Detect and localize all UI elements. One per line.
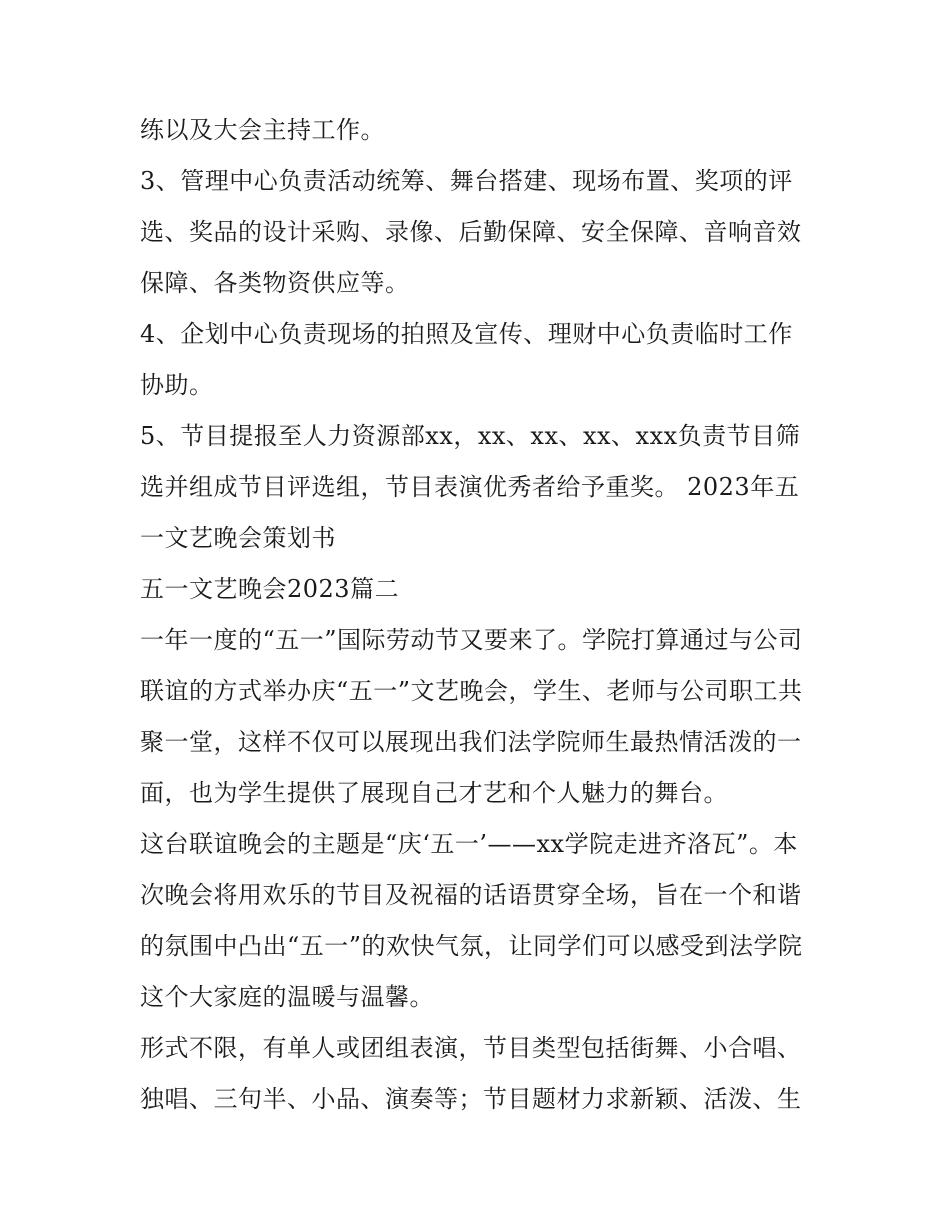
text-line: 面，也为学生提供了展现自己才艺和个人魅力的舞台。	[140, 779, 728, 807]
text-line: 4、企划中心负责现场的拍照及宣传、理财中心负责临时工作	[140, 320, 793, 348]
text-line: 5、节目提报至人力资源部xx，xx、xx、xx、xxx负责节目筛	[140, 422, 801, 450]
text-line: 这个大家庭的温暖与温馨。	[140, 983, 434, 1011]
text-line: 一文艺晚会策划书	[140, 524, 336, 552]
text-line: 这台联谊晚会的主题是“庆‘五一’——xx学院走进齐洛瓦”。本	[140, 830, 798, 858]
text-line: 3、管理中心负责活动统筹、舞台搭建、现场布置、奖项的评	[140, 167, 793, 195]
text-line: 选、奖品的设计采购、录像、后勤保障、安全保障、音响音效	[140, 218, 802, 246]
text-line: 保障、各类物资供应等。	[140, 269, 410, 297]
text-line: 一年一度的“五一”国际劳动节又要来了。学院打算通过与公司	[140, 626, 803, 654]
text-line: 练以及大会主持工作。	[140, 116, 385, 144]
text-line: 次晚会将用欢乐的节目及祝福的话语贯穿全场，旨在一个和谐	[140, 881, 802, 909]
text-line: 独唱、三句半、小品、演奏等；节目题材力求新颖、活泼、生	[140, 1085, 802, 1113]
text-line: 协助。	[140, 371, 214, 399]
text-line: 选并组成节目评选组，节目表演优秀者给予重奖。 2023年五	[140, 473, 800, 501]
section-heading: 五一文艺晚会2023篇二	[140, 575, 400, 603]
document-body	[140, 105, 820, 1125]
text-line: 的氛围中凸出“五一”的欢快气氛，让同学们可以感受到法学院	[140, 932, 803, 960]
text-line: 形式不限，有单人或团组表演，节目类型包括街舞、小合唱、	[140, 1034, 802, 1062]
text-line: 联谊的方式举办庆“五一”文艺晚会，学生、老师与公司职工共	[140, 677, 803, 705]
text-line: 聚一堂，这样不仅可以展现出我们法学院师生最热情活泼的一	[140, 728, 802, 756]
